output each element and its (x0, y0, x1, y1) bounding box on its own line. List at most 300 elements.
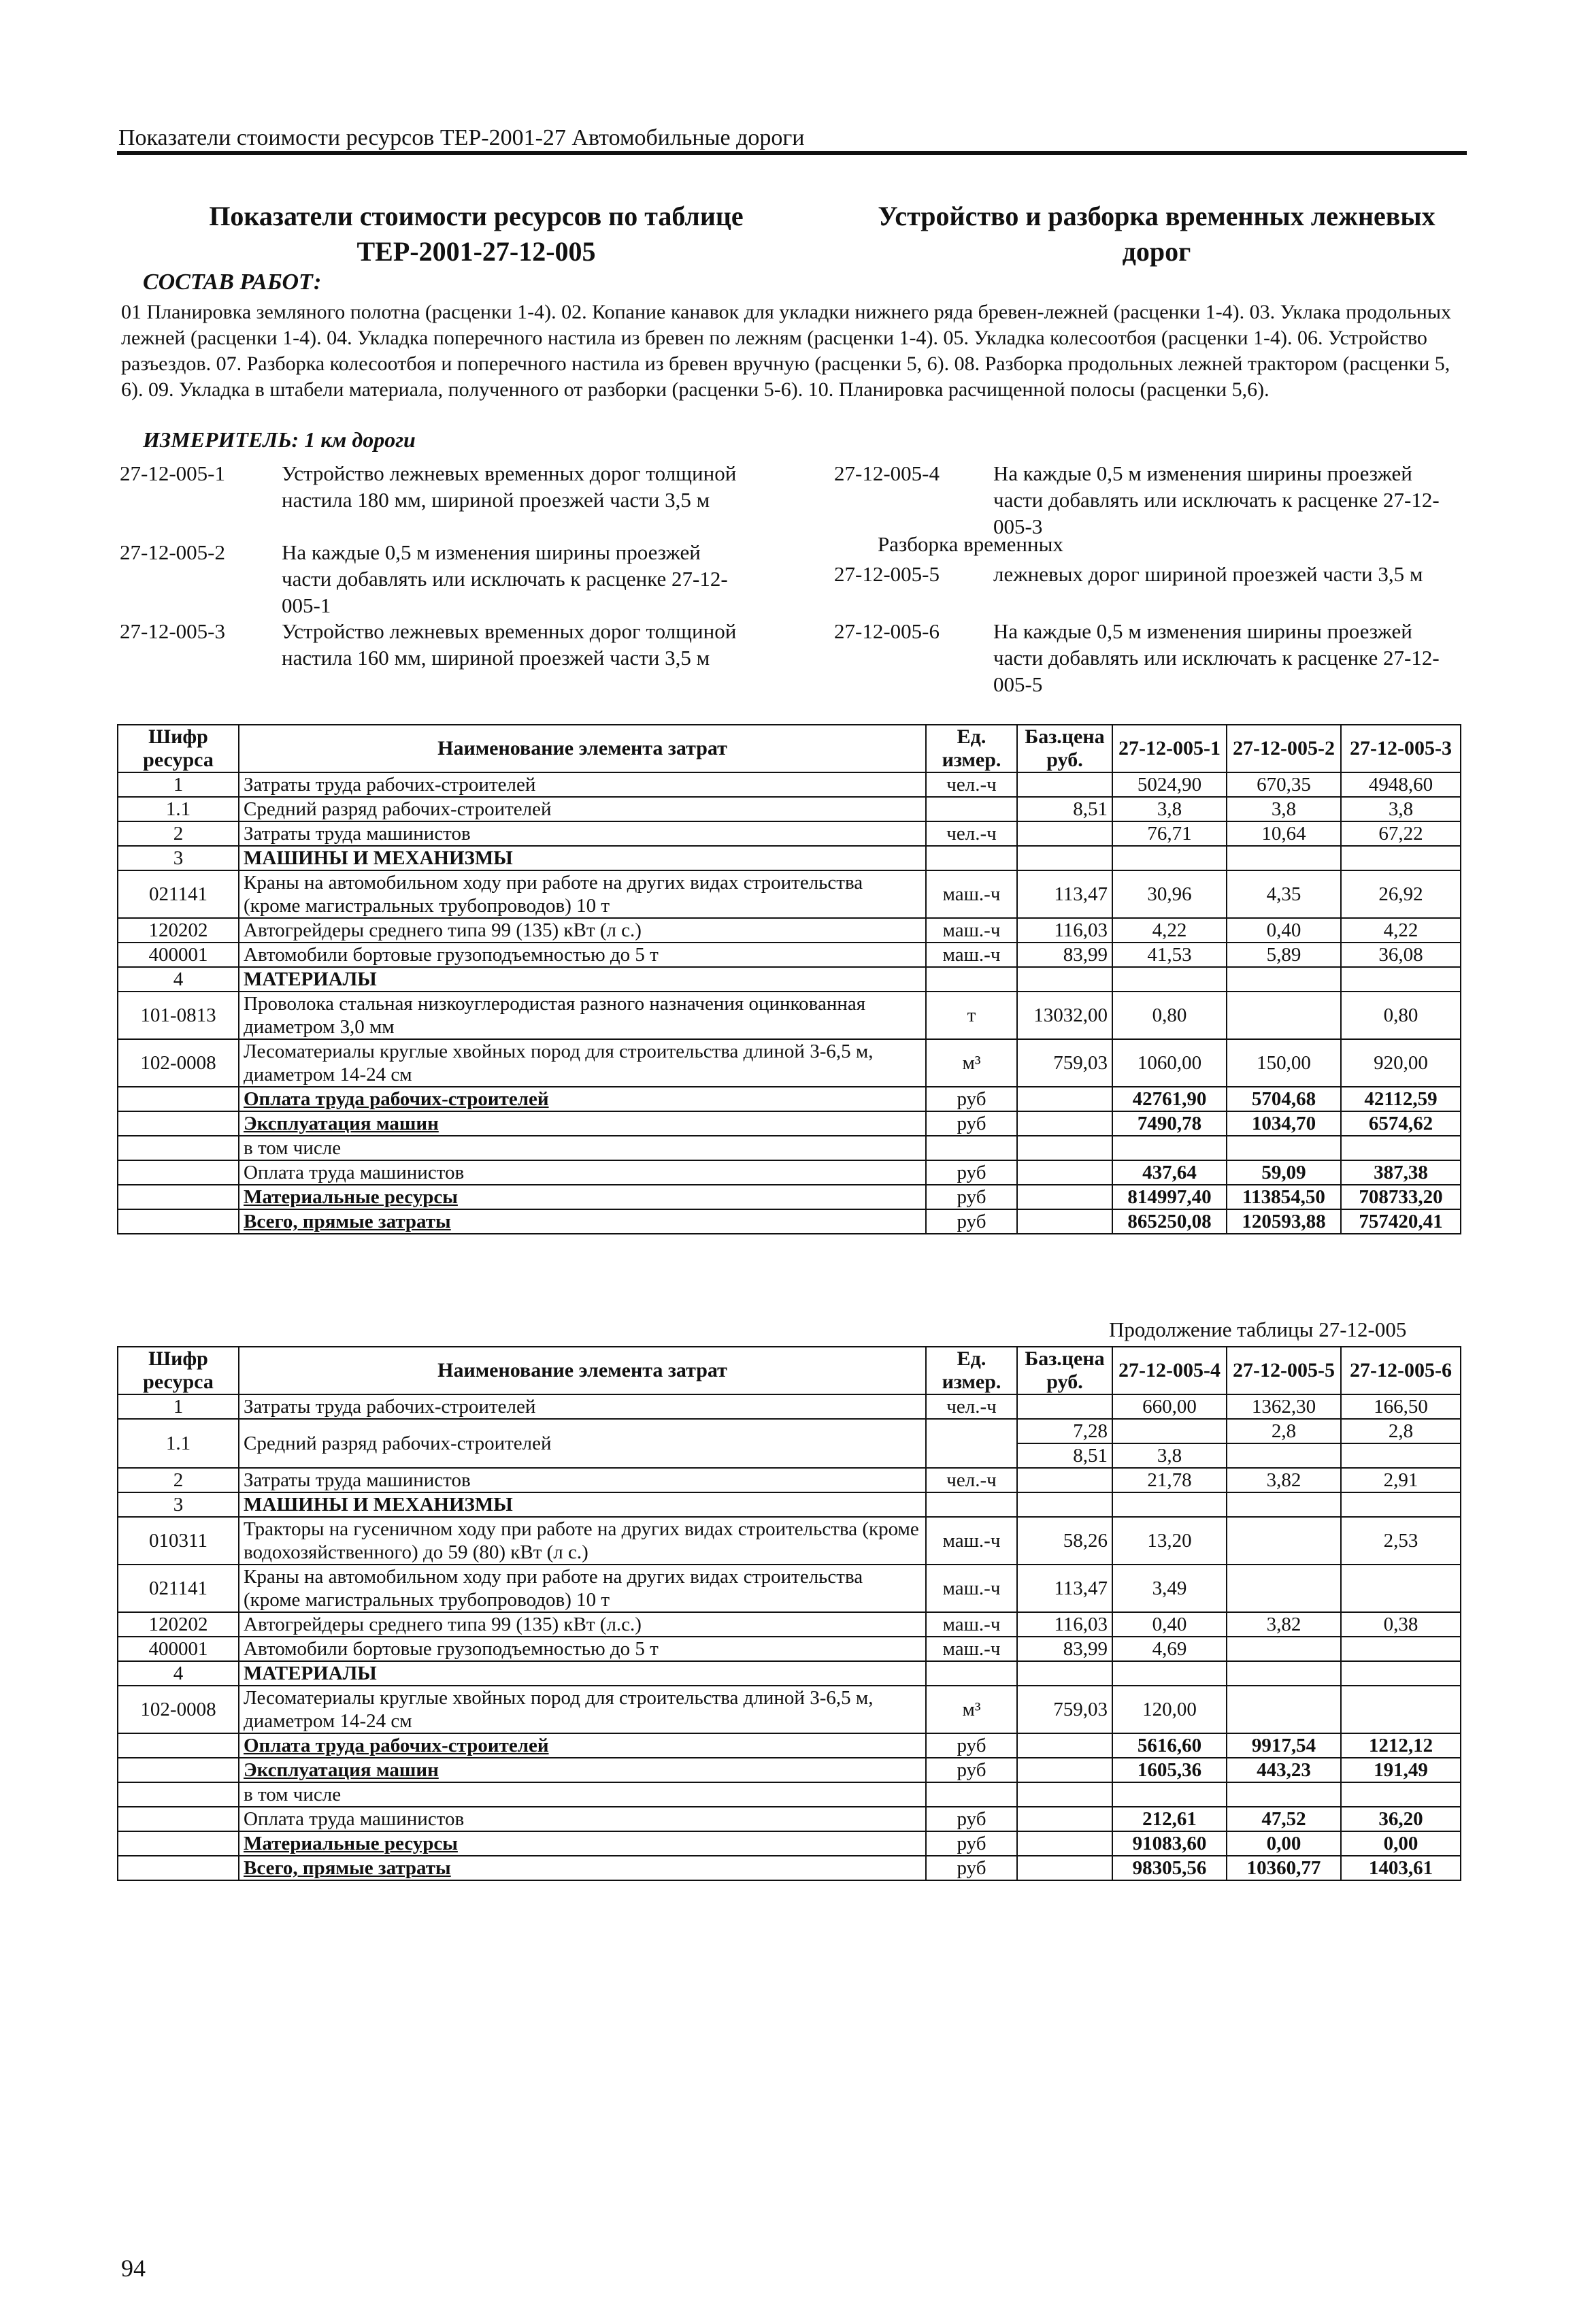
col-header-rate: 27-12-005-1 (1112, 725, 1227, 772)
price-cell: 116,03 (1017, 1612, 1112, 1637)
value-cell: 0,40 (1112, 1612, 1227, 1637)
total-row (118, 1758, 1461, 1782)
empty-price-cell (1017, 1831, 1112, 1856)
table-row (118, 1492, 1461, 1517)
total-value-cell: 1034,70 (1227, 1111, 1341, 1136)
table-header-row (118, 1347, 1461, 1394)
table-row (118, 918, 1461, 943)
total-value-cell: 865250,08 (1112, 1209, 1227, 1234)
resource-name-cell: Проволока стальная низкоуглеродистая разного назначения оцинкованная диаметром 3,0 мм (239, 992, 926, 1039)
resource-code-cell: 102-0008 (118, 1039, 239, 1087)
total-value-cell: 36,20 (1341, 1807, 1461, 1831)
total-value-cell: 10360,77 (1227, 1856, 1341, 1880)
value-cell (1112, 1492, 1227, 1517)
dismantling-label: Разборка временных (878, 532, 1063, 556)
price-cell: 113,47 (1017, 1565, 1112, 1612)
col-header-price: Баз.цена руб. (1017, 1347, 1112, 1394)
value-cell (1227, 1565, 1341, 1612)
empty-price-cell (1017, 1185, 1112, 1209)
value-cell: 2,91 (1341, 1468, 1461, 1492)
table-row (118, 772, 1461, 797)
value-cell: 4,22 (1112, 918, 1227, 943)
table-row (118, 1637, 1461, 1661)
value-cell: 5,89 (1227, 943, 1341, 967)
unit-cell: руб (926, 1831, 1017, 1856)
total-value-cell: 437,64 (1112, 1160, 1227, 1185)
value-cell (1341, 1637, 1461, 1661)
empty-code-cell (118, 1136, 239, 1160)
total-row (118, 1185, 1461, 1209)
value-cell: 2,8 (1227, 1419, 1341, 1443)
page-number: 94 (121, 2255, 146, 2282)
value-cell: 30,96 (1112, 870, 1227, 918)
total-value-cell: 443,23 (1227, 1758, 1341, 1782)
value-cell (1227, 1661, 1341, 1686)
total-row (118, 1733, 1461, 1758)
rate-code: 27-12-005-3 (120, 619, 225, 643)
unit-cell: руб (926, 1087, 1017, 1111)
value-cell: 920,00 (1341, 1039, 1461, 1087)
total-value-cell: 1403,61 (1341, 1856, 1461, 1880)
resource-name-cell: МАШИНЫ И МЕХАНИЗМЫ (239, 846, 926, 870)
empty-price-cell (1017, 1733, 1112, 1758)
meter-label: ИЗМЕРИТЕЛЬ: 1 км дороги (143, 427, 416, 452)
unit-cell (926, 1782, 1017, 1807)
table-row (118, 1039, 1461, 1087)
resource-table-1 (117, 724, 1461, 1234)
resource-name-cell: Затраты труда рабочих-строителей (239, 1394, 926, 1419)
value-cell: 2,8 (1341, 1419, 1461, 1443)
resource-name-cell: Лесоматериалы круглые хвойных пород для строительства длиной 3-6,5 м, диаметром 14-24 см (239, 1039, 926, 1087)
value-cell (1341, 1565, 1461, 1612)
total-value-cell (1112, 1136, 1227, 1160)
unit-cell: руб (926, 1185, 1017, 1209)
rate-description: На каждые 0,5 м изменения ширины проезжей части добавлять или исключать к расценке 27-12-005-5 (993, 619, 1440, 696)
resource-code-cell: 021141 (118, 870, 239, 918)
resource-name-cell: Автогрейдеры среднего типа 99 (135) кВт (л с.) (239, 918, 926, 943)
resource-code-cell: 120202 (118, 1612, 239, 1637)
price-cell: 7,28 (1017, 1419, 1112, 1443)
total-value-cell: 814997,40 (1112, 1185, 1227, 1209)
value-cell: 3,82 (1227, 1468, 1341, 1492)
resource-name-cell: Затраты труда машинистов (239, 1468, 926, 1492)
resource-name-cell: Краны на автомобильном ходу при работе на других видах строительства (кроме магистральных трубопроводов) 10 т (239, 870, 926, 918)
empty-code-cell (118, 1087, 239, 1111)
unit-cell: руб (926, 1807, 1017, 1831)
price-cell: 83,99 (1017, 943, 1112, 967)
empty-price-cell (1017, 1160, 1112, 1185)
resource-code-cell: 1.1 (118, 1419, 239, 1468)
price-cell (1017, 1661, 1112, 1686)
total-value-cell: 42761,90 (1112, 1087, 1227, 1111)
col-header-rate: 27-12-005-6 (1341, 1347, 1461, 1394)
total-name-cell: в том числе (239, 1782, 926, 1807)
value-cell: 4,35 (1227, 870, 1341, 918)
section-title-line1: Устройство и разборка временных лежневых (878, 201, 1435, 231)
value-cell (1227, 1443, 1341, 1468)
value-cell (1112, 846, 1227, 870)
value-cell: 1060,00 (1112, 1039, 1227, 1087)
running-header: Показатели стоимости ресурсов ТЕР-2001-27 Автомобильные дороги (118, 125, 805, 150)
value-cell: 3,8 (1112, 1443, 1227, 1468)
unit-cell: т (926, 992, 1017, 1039)
empty-code-cell (118, 1733, 239, 1758)
empty-code-cell (118, 1807, 239, 1831)
price-cell: 116,03 (1017, 918, 1112, 943)
empty-code-cell (118, 1209, 239, 1234)
price-cell: 113,47 (1017, 870, 1112, 918)
empty-price-cell (1017, 1136, 1112, 1160)
total-value-cell: 120593,88 (1227, 1209, 1341, 1234)
resource-name-cell: Автомобили бортовые грузоподъемностью до 5 т (239, 1637, 926, 1661)
unit-cell: руб (926, 1758, 1017, 1782)
value-cell: 13,20 (1112, 1517, 1227, 1565)
value-cell: 21,78 (1112, 1468, 1227, 1492)
unit-cell: руб (926, 1111, 1017, 1136)
header-rule (117, 151, 1467, 155)
value-cell (1227, 1492, 1341, 1517)
total-name-cell: Оплата труда рабочих-строителей (239, 1087, 926, 1111)
total-name-cell: Всего, прямые затраты (239, 1856, 926, 1880)
rate-description: Устройство лежневых временных дорог толщиной настила 180 мм, шириной проезжей части 3,5 м (282, 461, 737, 512)
unit-cell (926, 967, 1017, 992)
resource-name-cell: МАТЕРИАЛЫ (239, 967, 926, 992)
total-row (118, 1856, 1461, 1880)
rate-description: На каждые 0,5 м изменения ширины проезжей части добавлять или исключать к расценке 27-12-005-1 (282, 540, 728, 617)
table-title-line1: Показатели стоимости ресурсов по таблице (209, 201, 744, 231)
total-row (118, 1160, 1461, 1185)
rate-description: Устройство лежневых временных дорог толщиной настила 160 мм, шириной проезжей части 3,5 м (282, 619, 737, 670)
price-cell: 8,51 (1017, 797, 1112, 821)
resource-name-cell: Затраты труда машинистов (239, 821, 926, 846)
total-value-cell (1227, 1782, 1341, 1807)
value-cell: 10,64 (1227, 821, 1341, 846)
total-value-cell: 9917,54 (1227, 1733, 1341, 1758)
value-cell (1227, 967, 1341, 992)
value-cell (1227, 1637, 1341, 1661)
total-value-cell: 6574,62 (1341, 1111, 1461, 1136)
total-value-cell: 387,38 (1341, 1160, 1461, 1185)
total-row (118, 1831, 1461, 1856)
resource-name-cell: Средний разряд рабочих-строителей (239, 797, 926, 821)
resource-code-cell: 4 (118, 1661, 239, 1686)
rate-code: 27-12-005-5 (834, 562, 940, 586)
value-cell (1341, 967, 1461, 992)
empty-price-cell (1017, 1856, 1112, 1880)
resource-code-cell: 3 (118, 1492, 239, 1517)
unit-cell (926, 1492, 1017, 1517)
continued-label: Продолжение таблицы 27-12-005 (1109, 1318, 1407, 1341)
total-value-cell (1341, 1782, 1461, 1807)
unit-cell: чел.-ч (926, 1468, 1017, 1492)
price-cell: 759,03 (1017, 1039, 1112, 1087)
price-cell: 8,51 (1017, 1443, 1112, 1468)
col-header-rate: 27-12-005-5 (1227, 1347, 1341, 1394)
value-cell: 3,8 (1227, 797, 1341, 821)
total-value-cell: 191,49 (1341, 1758, 1461, 1782)
table-row (118, 870, 1461, 918)
table-row (118, 1394, 1461, 1419)
unit-cell: маш.-ч (926, 1565, 1017, 1612)
resource-code-cell: 3 (118, 846, 239, 870)
price-cell (1017, 772, 1112, 797)
value-cell: 76,71 (1112, 821, 1227, 846)
table-row (118, 797, 1461, 821)
resource-name-cell: Лесоматериалы круглые хвойных пород для строительства длиной 3-6,5 м, диаметром 14-24 см (239, 1686, 926, 1733)
unit-cell (926, 1136, 1017, 1160)
col-header-code: Шифр ресурса (118, 1347, 239, 1394)
unit-cell: чел.-ч (926, 1394, 1017, 1419)
value-cell (1341, 846, 1461, 870)
unit-cell: чел.-ч (926, 821, 1017, 846)
resource-code-cell: 400001 (118, 943, 239, 967)
col-header-rate: 27-12-005-4 (1112, 1347, 1227, 1394)
unit-cell: руб (926, 1160, 1017, 1185)
value-cell: 670,35 (1227, 772, 1341, 797)
resource-code-cell: 021141 (118, 1565, 239, 1612)
total-row (118, 1209, 1461, 1234)
rate-code: 27-12-005-4 (834, 461, 940, 485)
unit-cell: маш.-ч (926, 870, 1017, 918)
table-row (118, 967, 1461, 992)
price-cell (1017, 821, 1112, 846)
total-value-cell (1112, 1782, 1227, 1807)
resource-code-cell: 102-0008 (118, 1686, 239, 1733)
total-value-cell: 98305,56 (1112, 1856, 1227, 1880)
resource-name-cell: Затраты труда рабочих-строителей (239, 772, 926, 797)
table-row (118, 1565, 1461, 1612)
price-cell (1017, 967, 1112, 992)
work-composition-heading: СОСТАВ РАБОТ: (143, 269, 322, 295)
total-value-cell (1341, 1136, 1461, 1160)
value-cell (1227, 846, 1341, 870)
value-cell: 0,40 (1227, 918, 1341, 943)
empty-code-cell (118, 1856, 239, 1880)
empty-code-cell (118, 1758, 239, 1782)
value-cell: 166,50 (1341, 1394, 1461, 1419)
empty-code-cell (118, 1782, 239, 1807)
price-cell (1017, 1492, 1112, 1517)
price-cell: 13032,00 (1017, 992, 1112, 1039)
unit-cell: м³ (926, 1686, 1017, 1733)
table-row (118, 821, 1461, 846)
unit-cell: маш.-ч (926, 918, 1017, 943)
value-cell: 150,00 (1227, 1039, 1341, 1087)
value-cell: 660,00 (1112, 1394, 1227, 1419)
col-header-code: Шифр ресурса (118, 725, 239, 772)
value-cell: 120,00 (1112, 1686, 1227, 1733)
resource-name-cell: Краны на автомобильном ходу при работе на других видах строительства (кроме магистральных трубопроводов) 10 т (239, 1565, 926, 1612)
total-name-cell: Эксплуатация машин (239, 1111, 926, 1136)
total-value-cell (1227, 1136, 1341, 1160)
total-name-cell: Оплата труда машинистов (239, 1807, 926, 1831)
total-value-cell: 113854,50 (1227, 1185, 1341, 1209)
unit-cell: маш.-ч (926, 1637, 1017, 1661)
total-value-cell: 0,00 (1341, 1831, 1461, 1856)
value-cell (1341, 1686, 1461, 1733)
value-cell (1341, 1443, 1461, 1468)
resource-name-cell: МАШИНЫ И МЕХАНИЗМЫ (239, 1492, 926, 1517)
empty-price-cell (1017, 1209, 1112, 1234)
value-cell: 4,22 (1341, 918, 1461, 943)
empty-code-cell (118, 1111, 239, 1136)
resource-code-cell: 2 (118, 1468, 239, 1492)
col-header-unit: Ед. измер. (926, 725, 1017, 772)
resource-code-cell: 1 (118, 772, 239, 797)
rate-description: лежневых дорог шириной проезжей части 3,5 м (993, 562, 1423, 586)
work-composition-text: 01 Планировка земляного полотна (расценки 1-4). 02. Копание канавок для укладки нижнего ряда бревен-лежней (расценки 1-4). 03. Уклака продольных лежней (расценки 1-4). 04. Укладка поперечного настила из бревен по лежням (расценки 1-4). 05. Укладка колесоотбоя (расценки 1-4). 06. Устройство разъездов. 07. Разборка колесоотбоя и поперечного настила из бревен вручную (расценки 5, 6). 08. Разборка продольных лежней трактором (расценки 5, 6). 09. Укладка в штабели материала, полученного от разборки (расценки 5-6). 10. Планировка расчищенной полосы (расценки 5,6). (121, 301, 1451, 401)
section-title-line2: дорог (1122, 236, 1191, 267)
empty-code-cell (118, 1831, 239, 1856)
total-name-cell: Всего, прямые затраты (239, 1209, 926, 1234)
table-row (118, 1612, 1461, 1637)
value-cell (1227, 1517, 1341, 1565)
value-cell: 41,53 (1112, 943, 1227, 967)
unit-cell: м³ (926, 1039, 1017, 1087)
total-value-cell: 1605,36 (1112, 1758, 1227, 1782)
col-header-rate: 27-12-005-3 (1341, 725, 1461, 772)
value-cell: 4948,60 (1341, 772, 1461, 797)
resource-name-cell: Средний разряд рабочих-строителей (239, 1419, 926, 1468)
table-row (118, 1468, 1461, 1492)
total-row (118, 1087, 1461, 1111)
price-cell: 759,03 (1017, 1686, 1112, 1733)
total-name-cell: Оплата труда машинистов (239, 1160, 926, 1185)
total-value-cell: 47,52 (1227, 1807, 1341, 1831)
rate-code: 27-12-005-2 (120, 540, 225, 564)
empty-price-cell (1017, 1087, 1112, 1111)
value-cell: 2,53 (1341, 1517, 1461, 1565)
col-header-name: Наименование элемента затрат (239, 725, 926, 772)
table-row (118, 1661, 1461, 1686)
col-header-price: Баз.цена руб. (1017, 725, 1112, 772)
value-cell: 3,8 (1112, 797, 1227, 821)
total-value-cell: 5616,60 (1112, 1733, 1227, 1758)
total-row (118, 1807, 1461, 1831)
value-cell: 26,92 (1341, 870, 1461, 918)
total-name-cell: Оплата труда рабочих-строителей (239, 1733, 926, 1758)
total-value-cell: 212,61 (1112, 1807, 1227, 1831)
resource-code-cell: 1.1 (118, 797, 239, 821)
rate-code: 27-12-005-6 (834, 619, 940, 643)
table-row (118, 846, 1461, 870)
total-value-cell: 7490,78 (1112, 1111, 1227, 1136)
value-cell: 1362,30 (1227, 1394, 1341, 1419)
value-cell: 0,38 (1341, 1612, 1461, 1637)
price-cell (1017, 846, 1112, 870)
unit-cell (926, 1419, 1017, 1468)
total-name-cell: Материальные ресурсы (239, 1831, 926, 1856)
value-cell: 3,49 (1112, 1565, 1227, 1612)
total-value-cell: 91083,60 (1112, 1831, 1227, 1856)
unit-cell: руб (926, 1733, 1017, 1758)
total-value-cell: 1212,12 (1341, 1733, 1461, 1758)
resource-code-cell: 4 (118, 967, 239, 992)
col-header-rate: 27-12-005-2 (1227, 725, 1341, 772)
price-cell (1017, 1468, 1112, 1492)
total-value-cell: 708733,20 (1341, 1185, 1461, 1209)
total-value-cell: 42112,59 (1341, 1087, 1461, 1111)
unit-cell: маш.-ч (926, 1517, 1017, 1565)
resource-code-cell: 1 (118, 1394, 239, 1419)
value-cell (1341, 1492, 1461, 1517)
empty-code-cell (118, 1160, 239, 1185)
price-cell (1017, 1394, 1112, 1419)
resource-code-cell: 101-0813 (118, 992, 239, 1039)
total-row (118, 1111, 1461, 1136)
unit-cell: маш.-ч (926, 943, 1017, 967)
total-name-cell: Материальные ресурсы (239, 1185, 926, 1209)
resource-code-cell: 400001 (118, 1637, 239, 1661)
value-cell (1112, 967, 1227, 992)
resource-name-cell: МАТЕРИАЛЫ (239, 1661, 926, 1686)
value-cell: 67,22 (1341, 821, 1461, 846)
total-name-cell: в том числе (239, 1136, 926, 1160)
value-cell (1112, 1661, 1227, 1686)
value-cell (1227, 1686, 1341, 1733)
table-title (163, 199, 789, 269)
rate-description: На каждые 0,5 м изменения ширины проезжей части добавлять или исключать к расценке 27-12-005-3 (993, 461, 1440, 538)
value-cell: 3,8 (1341, 797, 1461, 821)
empty-price-cell (1017, 1807, 1112, 1831)
col-header-name: Наименование элемента затрат (239, 1347, 926, 1394)
unit-cell: чел.-ч (926, 772, 1017, 797)
table-row (118, 992, 1461, 1039)
section-title (844, 199, 1470, 269)
value-cell (1112, 1419, 1227, 1443)
resource-code-cell: 120202 (118, 918, 239, 943)
resource-name-cell: Автогрейдеры среднего типа 99 (135) кВт (л.с.) (239, 1612, 926, 1637)
total-value-cell: 5704,68 (1227, 1087, 1341, 1111)
value-cell: 0,80 (1112, 992, 1227, 1039)
value-cell: 4,69 (1112, 1637, 1227, 1661)
unit-cell: маш.-ч (926, 1612, 1017, 1637)
total-value-cell: 0,00 (1227, 1831, 1341, 1856)
empty-code-cell (118, 1185, 239, 1209)
value-cell: 0,80 (1341, 992, 1461, 1039)
col-header-unit: Ед. измер. (926, 1347, 1017, 1394)
resource-name-cell: Автомобили бортовые грузоподъемностью до 5 т (239, 943, 926, 967)
table-row (118, 1686, 1461, 1733)
table-row (118, 943, 1461, 967)
unit-cell (926, 797, 1017, 821)
table-row (118, 1419, 1461, 1443)
empty-price-cell (1017, 1111, 1112, 1136)
unit-cell (926, 1661, 1017, 1686)
table-row (118, 1517, 1461, 1565)
value-cell (1341, 1661, 1461, 1686)
total-value-cell: 59,09 (1227, 1160, 1341, 1185)
resource-code-cell: 2 (118, 821, 239, 846)
resource-table-2 (117, 1346, 1461, 1881)
value-cell: 3,82 (1227, 1612, 1341, 1637)
empty-price-cell (1017, 1782, 1112, 1807)
value-cell (1227, 992, 1341, 1039)
price-cell: 58,26 (1017, 1517, 1112, 1565)
total-name-cell: Эксплуатация машин (239, 1758, 926, 1782)
unit-cell (926, 846, 1017, 870)
resource-code-cell: 010311 (118, 1517, 239, 1565)
total-row (118, 1782, 1461, 1807)
total-row (118, 1136, 1461, 1160)
table-header-row (118, 725, 1461, 772)
value-cell: 5024,90 (1112, 772, 1227, 797)
price-cell: 83,99 (1017, 1637, 1112, 1661)
resource-name-cell: Тракторы на гусеничном ходу при работе на других видах строительства (кроме водохозяйственного) до 59 (80) кВт (л с.) (239, 1517, 926, 1565)
empty-price-cell (1017, 1758, 1112, 1782)
table-title-line2: ТЕР-2001-27-12-005 (356, 236, 596, 267)
value-cell: 36,08 (1341, 943, 1461, 967)
